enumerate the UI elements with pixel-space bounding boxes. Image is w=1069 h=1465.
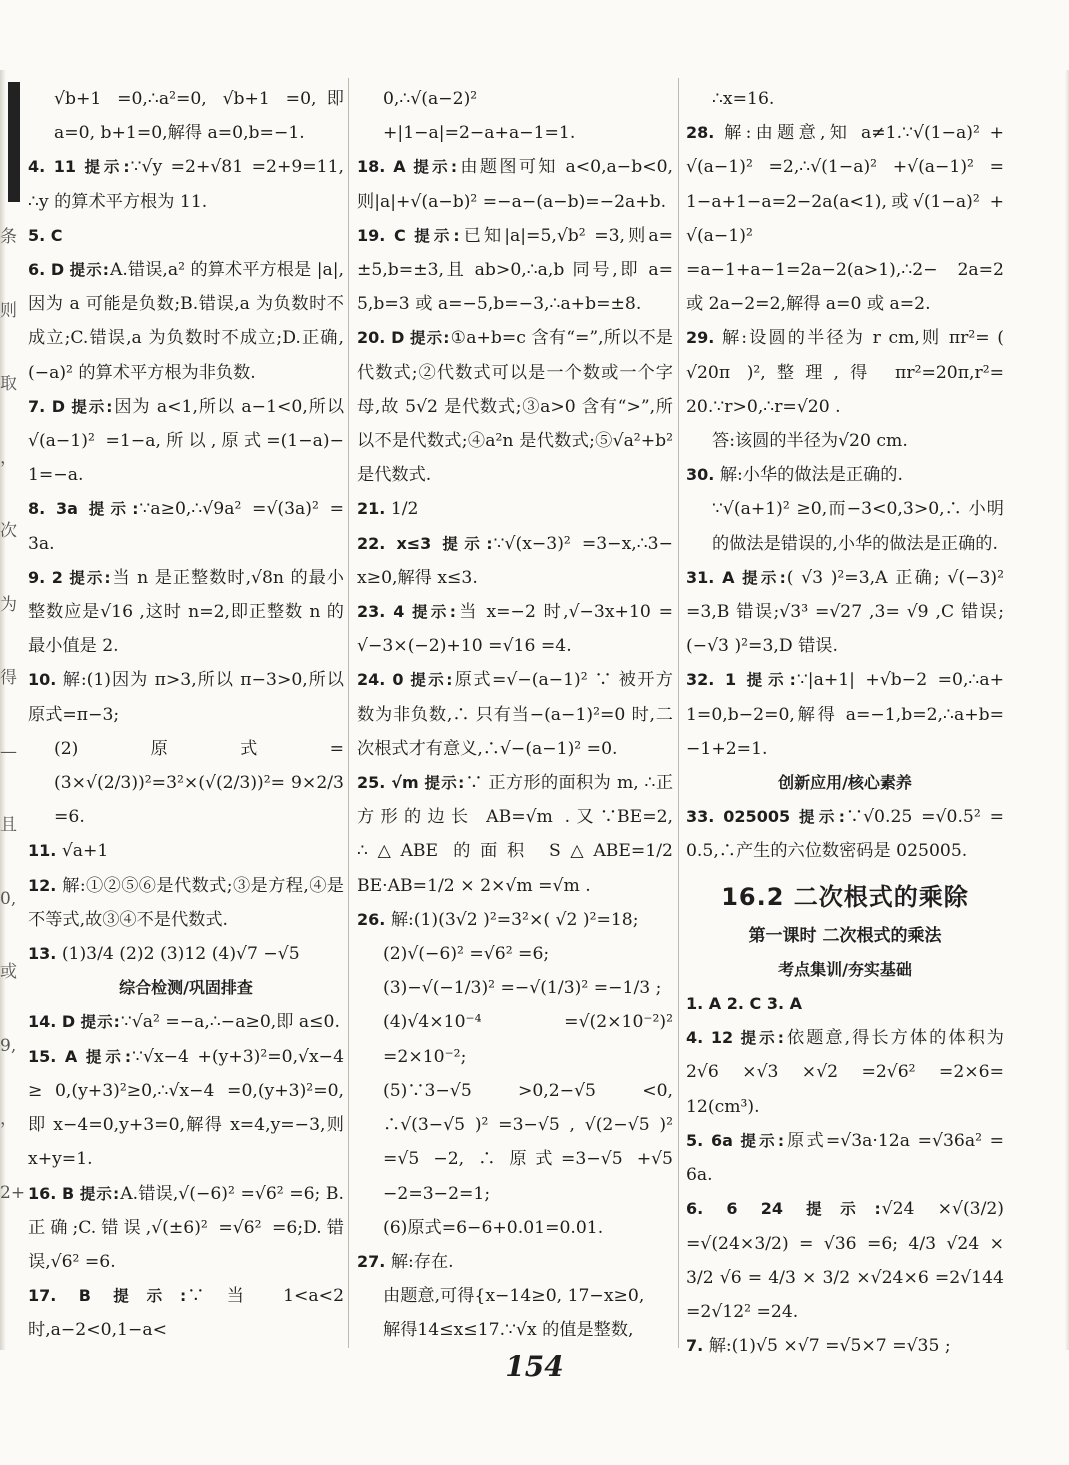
- answer-number: 4. 11: [28, 157, 77, 177]
- section-title: 16.2 二次根式的乘除: [721, 882, 969, 911]
- answer-text: 答:该圆的半径为√20 cm.: [712, 431, 908, 452]
- section-subheading: 创新应用/核心素养: [778, 773, 912, 793]
- answer-text: 1/2: [390, 499, 419, 520]
- answer-entry: [28, 937, 344, 971]
- margin-char: 次: [0, 521, 17, 541]
- answer-entry: [357, 492, 673, 526]
- margin-char: 或: [0, 962, 17, 982]
- answer-number: 32. 1: [686, 670, 737, 690]
- answer-number: 7.: [686, 1336, 704, 1356]
- answer-entry: [28, 834, 344, 868]
- answer-number: 5. 6a: [686, 1130, 733, 1150]
- answer-text: ∵√(x−3)² =3−x,∴3− x≥0,解得 x≤3.: [357, 533, 673, 588]
- answer-entry: [357, 1279, 673, 1313]
- answer-entry: [28, 253, 344, 390]
- hint-label: 提示:: [412, 603, 457, 622]
- answer-text: ( √3 )²=3,A 正确; √(−3)² =3,B 错误;√3³ =√27 ,3= √9 ,C 错误;(−√3 )²=3,D 错误.: [686, 567, 1005, 657]
- answer-number: 6. 6 24: [686, 1199, 784, 1219]
- answer-text: 解:(1)因为 π>3,所以 π−3>0,所以原式=π−3;: [28, 670, 344, 725]
- scan-right-edge: [1065, 70, 1069, 1350]
- answer-list: [28, 1005, 344, 1347]
- answer-entry: [357, 971, 673, 1005]
- answer-text: 解:由题意,知 a≠1.∵√(1−a)² + √(a−1)² =2,∴√(1−a)² +√(a−1)² = 1−a+1−a=2−2a(a<1),或√(1−a)² + √(a−1)² =a−1+a−1=2a−2(a>1),∴2− 2a=2 或 2a−2=2,解得 a=0 或 a=2.: [686, 123, 1004, 315]
- answer-entry: [28, 732, 344, 835]
- answer-text: 0,∴√(a−2)² +|1−a|=2−a+a−1=1.: [383, 89, 576, 144]
- answer-number: 24. 0: [357, 670, 404, 690]
- page-number: 154: [505, 1350, 564, 1383]
- answer-text: ∵√a² =−a,∴−a≥0,即 a≤0.: [120, 1012, 340, 1033]
- column-1: [28, 82, 344, 1348]
- column-divider: [348, 78, 349, 1348]
- answer-number: 11.: [28, 841, 57, 861]
- answer-entry: [28, 1005, 344, 1039]
- answer-number: 4. 12: [686, 1028, 734, 1048]
- answer-list: [686, 82, 1004, 766]
- answer-entry: [686, 458, 1004, 492]
- answer-entry: [357, 219, 673, 322]
- answer-text: ∵ 正方形的面积为 m, ∴正方形的边长 AB=√m .又∵BE=2, ∴△ABE 的面积 S△ABE=1/2 BE·AB=1/2 × 2×√m =√m .: [357, 773, 674, 896]
- answer-text: 解:(1)(3√2 )²=3²×( √2 )²=18;: [390, 909, 639, 930]
- answer-number: 8. 3a: [28, 499, 78, 519]
- answer-text: 当 x=−2 时,√−3x+10 = √−3×(−2)+10 =√16 =4.: [357, 602, 673, 657]
- margin-char: 9,: [0, 1035, 17, 1056]
- answer-entry: [686, 424, 1004, 458]
- hint-label: 提示:: [71, 397, 114, 416]
- answer-text: 原式=√−(a−1)² ∵ 被开方数为非负数,∴ 只有当−(a−1)²=0 时,二次根式才有意义,∴√−(a−1)² =0.: [357, 670, 673, 759]
- column-divider: [678, 78, 679, 1348]
- answer-entry: [686, 116, 1004, 321]
- answer-text: (5)∵3−√5 >0,2−√5 <0, ∴√(3−√5 )² =3−√5 , √(2−√5 )² =√5 −2, ∴ 原式=3−√5 +√5 −2=3−2=1;: [383, 1080, 673, 1204]
- answer-entry: [686, 321, 1004, 424]
- answer-entry: [357, 321, 673, 492]
- answer-text: ①a+b=c 含有“=”,所以不是代数式;②代数式可以是一个数或一个字母,故 5√2 是代数式;③a>0 含有“>”,所以不是代数式;④a²n 是代数式;⑤√a²+b² 是代数式.: [357, 328, 673, 486]
- answer-entry: [357, 82, 673, 150]
- answer-entry: [28, 1040, 344, 1177]
- answer-entry: [686, 1124, 1004, 1192]
- answer-text: (6)原式=6−6+0.01=0.01.: [383, 1217, 604, 1238]
- hint-label: 提示:: [84, 158, 131, 177]
- column-3: [686, 82, 1004, 1363]
- answer-number: 29.: [686, 328, 715, 348]
- hint-label: 提示:: [806, 1200, 882, 1219]
- answer-entry: [28, 82, 344, 150]
- answer-text: ∵√0.25 =√0.5² = 0.5,∴产生的六位数密码是 025005.: [686, 807, 1004, 862]
- answer-number: 21.: [357, 499, 386, 519]
- answer-entry: [28, 150, 344, 218]
- hint-label: 提示:: [79, 1184, 121, 1203]
- hint-label: 提示:: [424, 774, 466, 793]
- answer-number: 25. √m: [357, 773, 419, 793]
- answer-number: 5. C: [28, 225, 63, 245]
- answer-text: 当 n 是正整数时,√8n 的最小整数应是√16 ,这时 n=2,即正整数 n 的最小值是 2.: [28, 567, 344, 657]
- answer-entry: [357, 527, 673, 595]
- answer-entry: [357, 1211, 673, 1245]
- answer-entry: [357, 595, 673, 663]
- answer-number: 30.: [686, 465, 715, 485]
- margin-char: 0,: [0, 888, 17, 909]
- answer-entry: [357, 663, 673, 766]
- answer-entry: [28, 1177, 344, 1280]
- answer-text: 解得14≤x≤17.∵√x 的值是整数,: [383, 1320, 634, 1341]
- answer-text: √24 ×√(3/2) =√(24×3/2) = √36 =6; 4/3 √24 × 3/2 √6 = 4/3 × 3/2 ×√24×6 =2√144 =2√12² =24.: [686, 1199, 1005, 1322]
- answer-text: ∵ 当 1<a<2 时,a−2<0,1−a<: [28, 1286, 345, 1341]
- answer-entry: [686, 1192, 1004, 1329]
- hint-label: 提示:: [69, 568, 112, 587]
- answer-text: ∵a≥0,∴√9a² =√(3a)² = 3a.: [28, 499, 344, 554]
- answer-entry: [28, 390, 344, 493]
- answer-entry: [28, 219, 344, 253]
- answer-entry: [28, 663, 344, 731]
- hint-label: 提示:: [69, 261, 110, 280]
- answer-number: 28.: [686, 123, 715, 143]
- answer-text: A.错误,a² 的算术平方根是 |a|,因为 a 可能是负数;B.错误,a 为负数时不成立;C.错误,a 为负数时不成立;D.正确,(−a)² 的算术平方根为非负数.: [28, 260, 345, 383]
- answer-text: ∵|a+1| +√b−2 =0,∴a+ 1=0,b−2=0,解得 a=−1,b=2,∴a+b= −1+2=1.: [686, 670, 1005, 759]
- answer-number: 31. A: [686, 567, 735, 587]
- answer-entry: [686, 987, 1004, 1021]
- answer-text: 因为 a<1,所以 a−1<0,所以√(a−1)² =1−a,所以,原式=(1−a)− 1=−a.: [28, 396, 345, 486]
- hint-label: 提示:: [740, 1131, 786, 1150]
- answer-text: 原式=√3a·12a =√36a² = 6a.: [686, 1130, 1004, 1186]
- answer-text: 解:①②⑤⑥是代数式;③是方程,④是不等式,故③④不是代数式.: [28, 875, 344, 930]
- answer-number: 13.: [28, 944, 57, 964]
- answer-number: 10.: [28, 670, 57, 690]
- answer-entry: [357, 150, 673, 218]
- answer-number: 1. A 2. C 3. A: [686, 994, 802, 1014]
- margin-char: 2+: [0, 1182, 26, 1203]
- answer-text: 依题意,得长方体的体积为 2√6 ×√3 ×√2 =2√6² =2×6= 12(cm³).: [686, 1028, 1004, 1117]
- hint-label: 提示:: [88, 500, 140, 519]
- answer-text: ∵√y =2+√81 =2+9=11, ∴y 的算术平方根为 11.: [28, 157, 345, 212]
- margin-char: 取: [0, 374, 17, 394]
- answer-text: 解:小华的做法是正确的.: [719, 465, 903, 486]
- answer-text: (2)原式=(3×√(2/3))²=3²×(√(2/3))²= 9×2/3 =6.: [54, 738, 344, 828]
- cut-off-margin-text: [0, 225, 26, 1254]
- hint-label: 提示:: [742, 568, 787, 587]
- margin-char: 得: [0, 668, 17, 688]
- margin-char: ，: [0, 447, 17, 468]
- answer-entry: [28, 1279, 344, 1347]
- answer-text: (2)√(−6)² =√6² =6;: [383, 944, 550, 965]
- answer-text: (1)3/4 (2)2 (3)12 (4)√7 −√5: [61, 944, 300, 965]
- answer-number: 17. B: [28, 1286, 91, 1306]
- section-subheading: 综合检测/巩固排查: [119, 978, 253, 998]
- answer-text: ∵√(a+1)² ≥0,而−3<0,3>0,∴ 小明的做法是错误的,小华的做法是正确的.: [712, 499, 1004, 554]
- answer-text: 已知|a|=5,√b² =3,则a= ±5,b=±3,且 ab>0,∴a,b 同号,即 a= 5,b=3 或 a=−5,b=−3,∴a+b=±8.: [357, 225, 674, 315]
- margin-char: 则: [0, 300, 17, 321]
- margin-char: 条: [0, 227, 17, 247]
- answer-number: 9. 2: [28, 567, 63, 587]
- answer-number: 12.: [28, 875, 57, 895]
- hint-label: 提示:: [746, 671, 797, 690]
- margin-char: ，: [0, 1109, 17, 1129]
- lesson-title: 第一课时 二次根式的乘法: [748, 925, 942, 946]
- answer-number: 15. A: [28, 1046, 78, 1066]
- answer-text: 解:设圆的半径为 r cm,则 πr²= ( √20π )²,整理,得 πr²=20π,r²= 20.∵r>0,∴r=√20 .: [686, 328, 1004, 417]
- answer-number: 20. D: [357, 328, 405, 348]
- answer-text: 由题图可知 a<0,a−b<0, 则|a|+√(a−b)² =−a−(a−b)=−2a+b.: [357, 157, 674, 212]
- section-subheading: 考点集训/夯实基础: [778, 959, 912, 979]
- answer-entry: [686, 800, 1004, 868]
- hint-label: 提示:: [442, 534, 494, 553]
- answer-entry: [357, 903, 673, 937]
- answer-entry: [357, 937, 673, 971]
- answer-entry: [686, 492, 1004, 560]
- answer-number: 6. D: [28, 260, 65, 280]
- hint-label: 提示:: [410, 671, 454, 690]
- answer-number: 33. 025005: [686, 807, 791, 827]
- margin-char: 为: [0, 594, 17, 615]
- answer-number: 7. D: [28, 396, 65, 416]
- answer-number: 26.: [357, 909, 386, 929]
- answer-entry: [686, 1021, 1004, 1124]
- answer-text: A.错误,√(−6)² =√6² =6; B.正确;C.错误,√(±6)² =√6² =6;D.错误,√6² =6.: [28, 1183, 345, 1272]
- answer-entry: [686, 82, 1004, 116]
- answer-entry: [28, 561, 344, 664]
- answer-number: 16. B: [28, 1183, 75, 1203]
- margin-char: 且: [0, 815, 17, 835]
- answer-entry: [28, 492, 344, 560]
- binding-edge-bar: [8, 82, 20, 202]
- answer-text: ∵√x−4 +(y+3)²=0,√x−4 ≥ 0,(y+3)²≥0,∴√x−4 =0,(y+3)²=0,即 x−4=0,y+3=0,解得 x=4,y=−3,则 x+y=1.: [28, 1046, 345, 1170]
- answer-entry: [686, 663, 1004, 766]
- hint-label: 提示:: [798, 808, 846, 827]
- hint-label: 提示:: [413, 158, 459, 177]
- hint-label: 提示:: [80, 1013, 121, 1032]
- answer-text: √b+1 =0,∴a²=0, √b+1 =0,即 a=0, b+1=0,解得 a=0,b=−1.: [54, 89, 344, 144]
- answer-number: 27.: [357, 1251, 386, 1271]
- answer-text: (4)√4×10⁻⁴ =√(2×10⁻²)² =2×10⁻²;: [383, 1012, 673, 1067]
- hint-label: 提示:: [740, 1029, 785, 1048]
- answer-text: (3)−√(−1/3)² =−√(1/3)² =−1/3 ;: [383, 978, 662, 999]
- answer-list: [28, 82, 344, 971]
- answer-number: 18. A: [357, 157, 406, 177]
- hint-label: 提示:: [409, 329, 451, 348]
- hint-label: 提示:: [414, 226, 461, 245]
- answer-entry: [686, 561, 1004, 664]
- answer-number: 19. C: [357, 225, 406, 245]
- margin-char: —: [0, 741, 17, 762]
- answer-number: 23. 4: [357, 602, 405, 622]
- answer-entry: [357, 1074, 673, 1211]
- answer-entry: [357, 1005, 673, 1073]
- answer-text: 解:存在.: [390, 1251, 454, 1272]
- answer-text: 解:(1)√5 ×√7 =√5×7 =√35 ;: [708, 1336, 951, 1357]
- answer-text: √a+1: [61, 841, 109, 862]
- answer-number: 22. x≤3: [357, 533, 432, 553]
- answer-entry: [357, 1313, 673, 1347]
- answer-entry: [357, 1245, 673, 1279]
- answer-number: 14. D: [28, 1012, 76, 1032]
- answer-text: 由题意,可得{x−14≥0, 17−x≥0,: [383, 1286, 645, 1307]
- column-2: [357, 82, 673, 1348]
- answer-entry: [357, 766, 673, 903]
- answer-list: [686, 987, 1004, 1363]
- answer-list: [686, 800, 1004, 868]
- answer-entry: [28, 869, 344, 937]
- hint-label: 提示:: [113, 1287, 188, 1306]
- hint-label: 提示:: [85, 1047, 133, 1066]
- answer-text: ∴x=16.: [712, 89, 775, 109]
- answer-list: [357, 82, 673, 1348]
